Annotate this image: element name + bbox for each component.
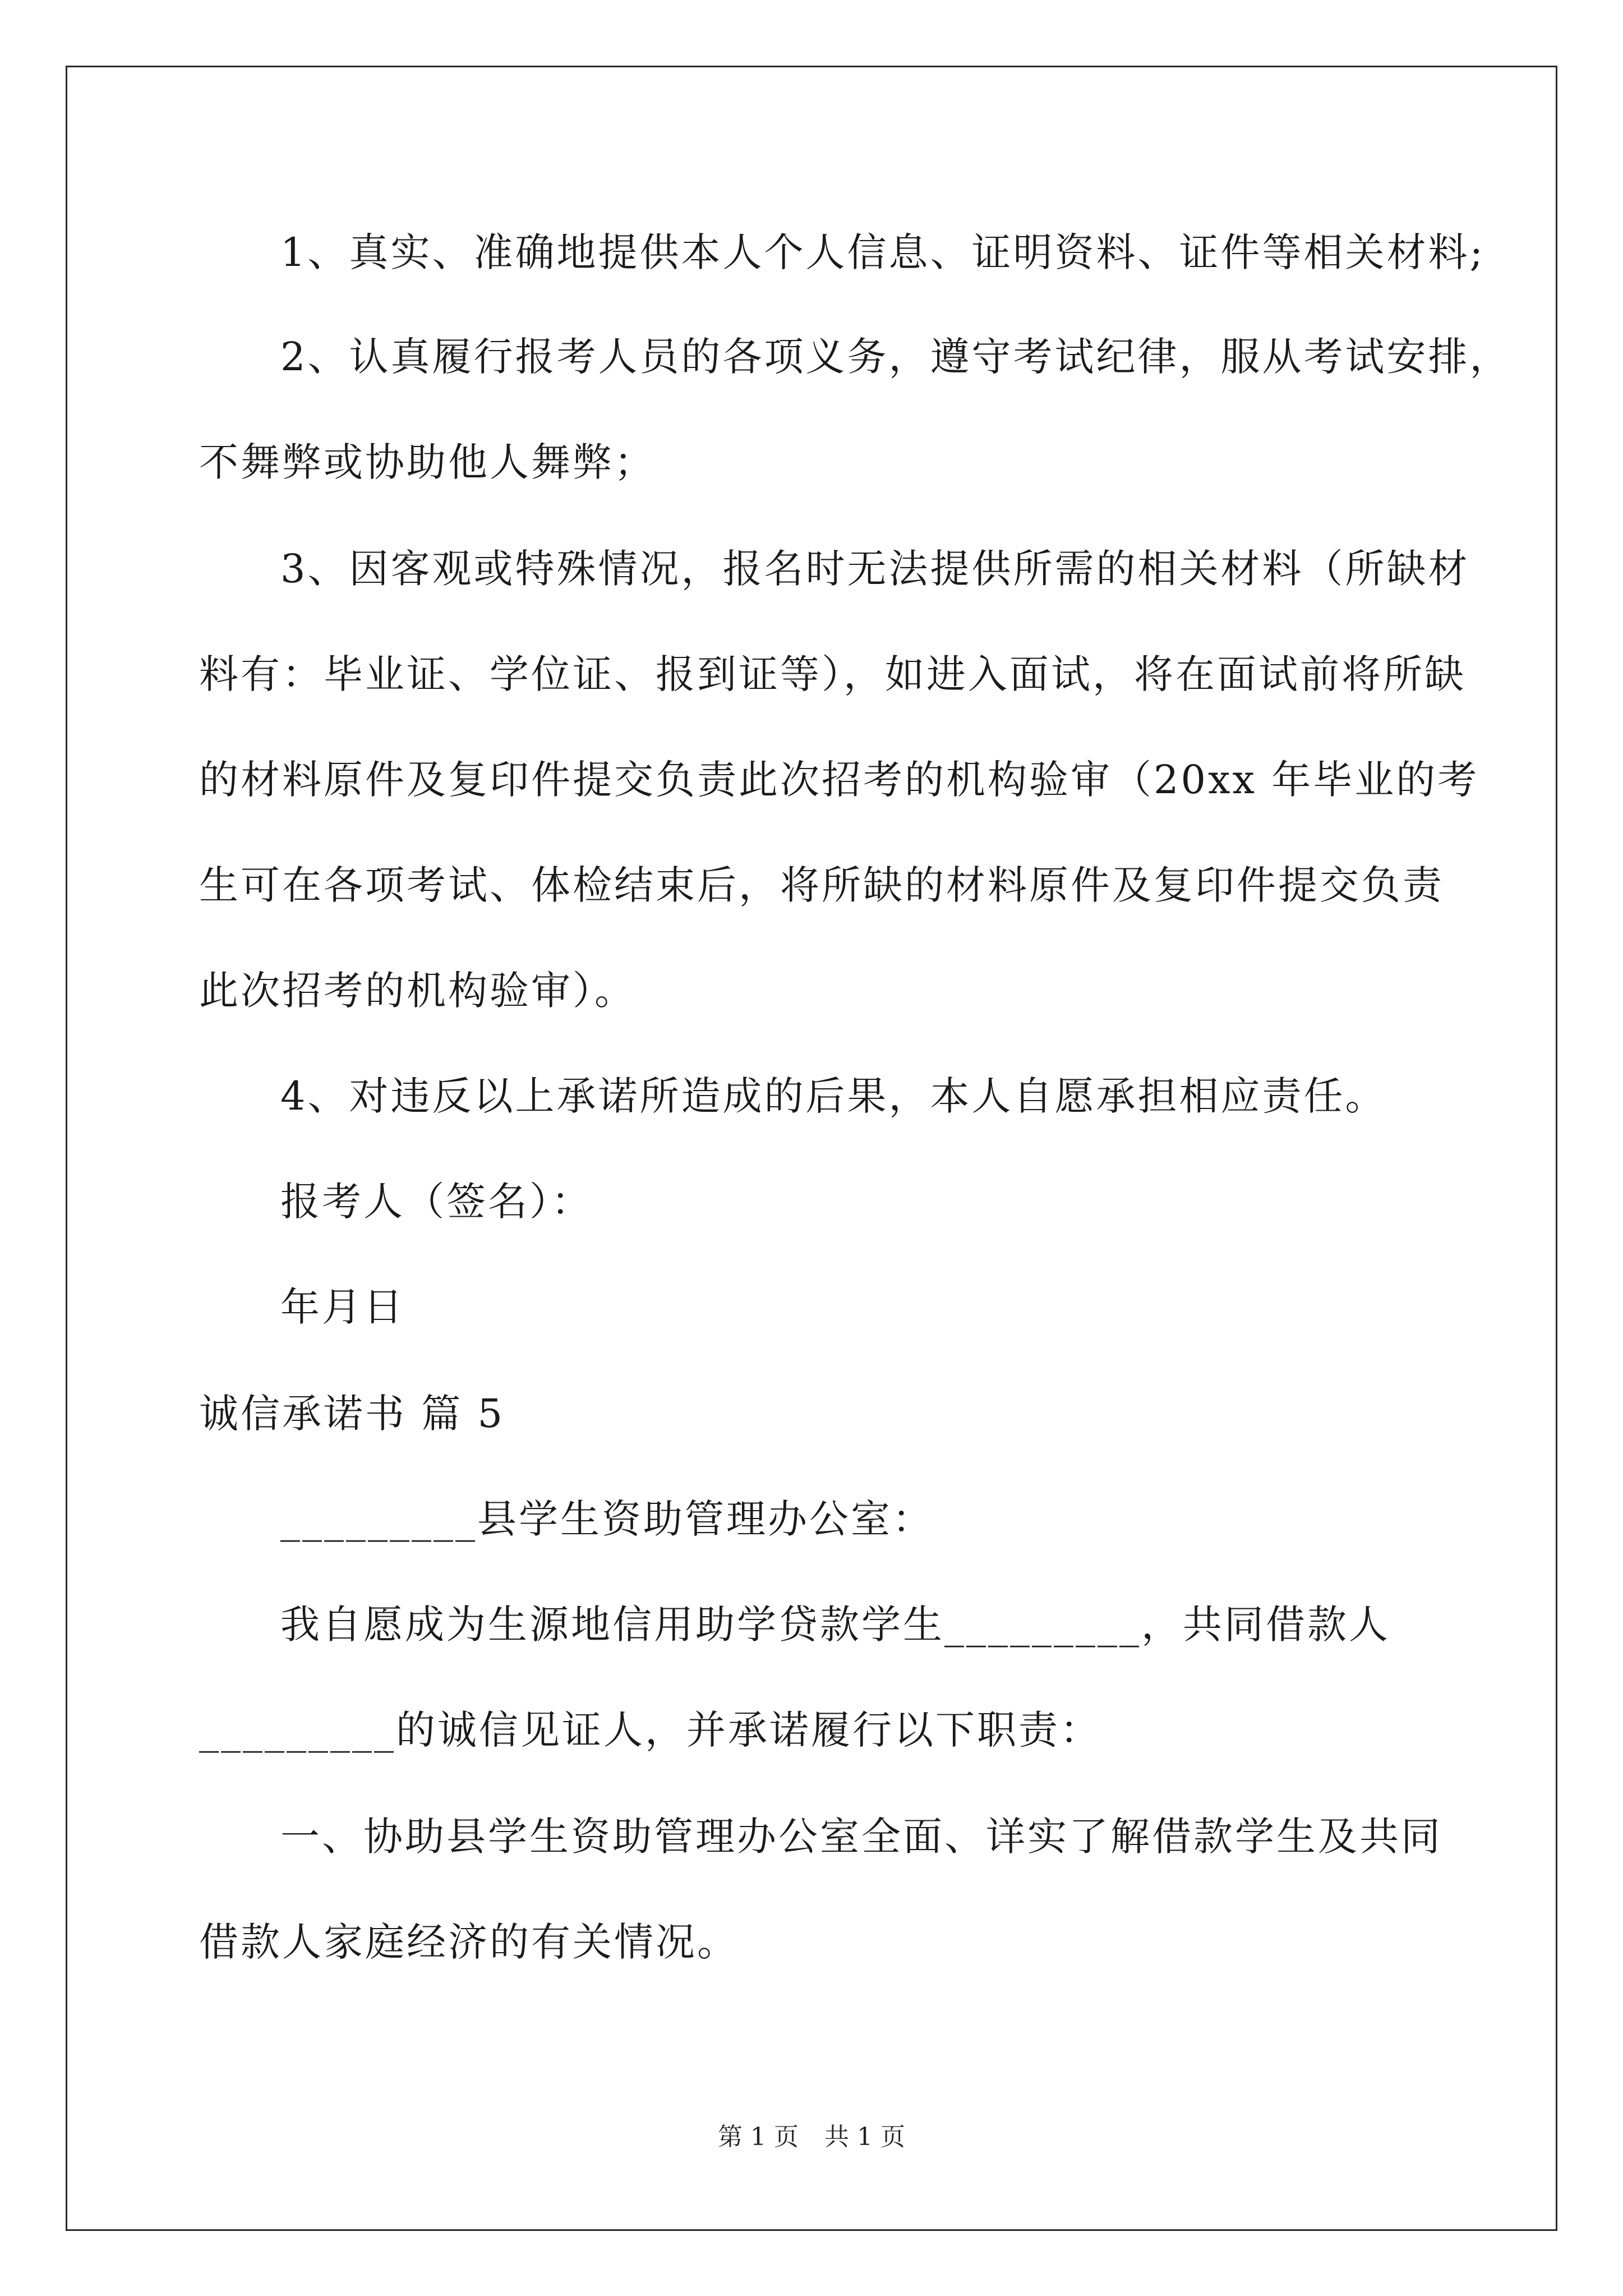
- paragraph-line: 4、对违反以上承诺所造成的后果，本人自愿承担相应责任。: [280, 1073, 1387, 1119]
- paragraph-line: 2、认真履行报考人员的各项义务，遵守考试纪律，服从考试安排，: [280, 334, 1511, 380]
- paragraph-line: 料有：毕业证、学位证、报到证等），如进入面试，将在面试前将所缺: [199, 651, 1466, 697]
- page-footer: [0, 2120, 1623, 2154]
- paragraph-line: 的材料原件及复印件提交负责此次招考的机构验审（20xx 年毕业的考: [199, 757, 1479, 803]
- section-heading: 诚信承诺书 篇 5: [199, 1391, 505, 1437]
- date-label: 年月日: [280, 1284, 405, 1330]
- signature-label: 报考人（签名）：: [280, 1179, 593, 1225]
- paragraph-line: 我自愿成为生源地信用助学贷款学生_________，共同借款人: [280, 1602, 1390, 1648]
- paragraph-line: 1、真实、准确地提供本人个人信息、证明资料、证件等相关材料;: [280, 229, 1486, 275]
- paragraph-line: 借款人家庭经济的有关情况。: [199, 1919, 739, 1965]
- paragraph-line: 一、协助县学生资助管理办公室全面、详实了解借款学生及共同: [280, 1814, 1442, 1860]
- paragraph-line: 生可在各项考试、体检结束后，将所缺的材料原件及复印件提交负责: [199, 862, 1444, 908]
- addressee-line: _________县学生资助管理办公室：: [280, 1496, 934, 1542]
- paragraph-line: 此次招考的机构验审）。: [199, 968, 636, 1014]
- page-number-total: 共 1 页: [824, 2123, 905, 2151]
- paragraph-line: 3、因客观或特殊情况，报名时无法提供所需的相关材料（所缺材: [280, 546, 1470, 592]
- paragraph-line: _________的诚信见证人，并承诺履行以下职责：: [199, 1707, 1101, 1753]
- paragraph-line: 不舞弊或协助他人舞弊；: [199, 439, 656, 485]
- page-number-current: 第 1 页: [718, 2123, 799, 2151]
